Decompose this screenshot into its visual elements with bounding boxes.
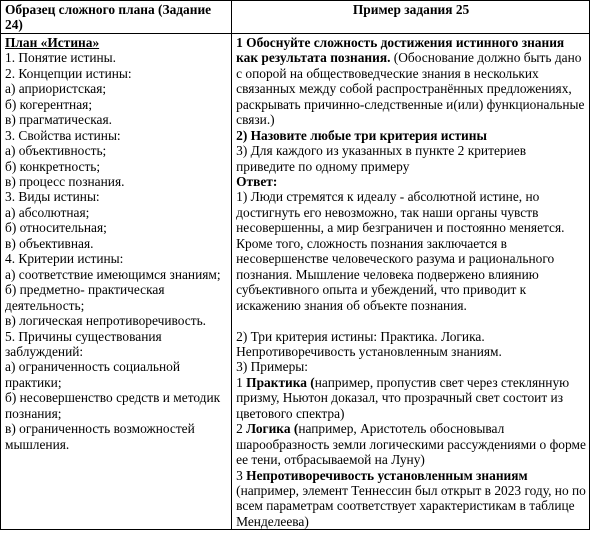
plan-cell: [1, 33, 232, 529]
plan-item: б) предметно- практическая деятельность;: [5, 282, 165, 313]
plan-item: б) когерентная;: [5, 96, 93, 112]
example-2: [236, 421, 586, 467]
plan-item: 3. Свойства истины:: [5, 127, 121, 143]
question-1-title: 1 Обоснуйте сложность достижения истинного знания как результата познания.: [236, 34, 565, 66]
plan-item: а) ограниченность социальной практики;: [5, 359, 181, 390]
question-2: 2) Назовите любые три критерия истины: [236, 127, 487, 143]
plan-item: 5. Причины существования заблуждений:: [5, 328, 162, 359]
plan-item: а) абсолютная;: [5, 204, 90, 220]
answer-label: Ответ:: [236, 173, 278, 189]
example-3-text: (например, элемент Теннессин был открыт в 2023 году, но по всем параметрам соответствует характеристикам в таблице Менделеева): [236, 483, 586, 529]
header-right-text: Пример задания 25: [352, 2, 470, 17]
example-1-number: 1: [236, 374, 247, 390]
plan-item: 1. Понятие истины.: [5, 50, 117, 66]
question-1-note: (Обоснование должно быть дано с опорой на обществоведческие знания в нескольких связанных между собой распространённых предложениях, раскрывать причинно-следственные и(или) функциональные связи.): [236, 50, 585, 128]
example-3: [236, 468, 586, 483]
plan-item: б) несовершенство средств и методик познания;: [5, 390, 221, 421]
header-left-text: Образец сложного плана (Задание 24): [5, 2, 212, 33]
spacer: [236, 313, 586, 328]
plan-item: в) процесс познания.: [5, 173, 125, 189]
answer-1: 1) Люди стремятся к идеалу - абсолютной истине, но достигнуть его невозможно, так наши органы чувств несовершенны, а мир безграничен и постоянно меняется. Кроме того, сложность познания заключается в несовершенстве человеческого разума и рационального познания. Мышление человека подвержено влиянию субъективного опыта и убеждений, что приводит к искажению знания об объекте познания.: [236, 189, 565, 313]
plan-item: б) относительная;: [5, 220, 107, 236]
plan-item: 4. Критерии истины:: [5, 251, 124, 267]
plan-item: б) конкретность;: [5, 158, 101, 174]
plan-item: 3. Виды истины:: [5, 189, 100, 205]
example-3-criterion: Непротиворечивость установленным знаниям: [246, 467, 528, 483]
plan-item: в) прагматическая.: [5, 112, 112, 128]
header-row: [1, 1, 590, 34]
plan-title: План «Истина»: [5, 34, 100, 50]
answer-3: 3) Примеры:: [236, 359, 308, 375]
plan-item: а) априористская;: [5, 81, 107, 97]
content-row: [1, 33, 590, 529]
plan-item: а) соответствие имеющимся знаниям;: [5, 266, 221, 282]
example-2-number: 2: [236, 421, 247, 437]
plan-item: а) объективность;: [5, 143, 107, 159]
example-1-criterion: Практика (: [246, 374, 315, 390]
plan-item: в) объективная.: [5, 235, 94, 251]
answer-2: 2) Три критерия истины: Практика. Логика. Непротиворечивость установленным знаниям.: [236, 328, 502, 359]
plan-item: в) логическая непротиворечивость.: [5, 313, 207, 329]
plan-item: 2. Концепции истины:: [5, 65, 132, 81]
header-left-cell: [1, 1, 232, 34]
example-2-criterion: Логика (: [246, 421, 299, 437]
question-1: [236, 35, 586, 128]
example-1: [236, 375, 586, 421]
example-1-text: например, пропустив свет через стеклянную призму, Ньютон доказал, что прозрачный свет состоит из цветового спектра): [236, 374, 570, 421]
example-2-text: например, Аристотель обосновывал шарообразность земли логическими рассуждениями о форме ее тени, отбрасываемой на Луну): [236, 421, 586, 468]
plan-item: в) ограниченность возможностей мышления.: [5, 421, 195, 452]
task-cell: [232, 33, 590, 529]
example-3-number: 3: [236, 467, 247, 483]
header-right-cell: [232, 1, 590, 34]
question-3: 3) Для каждого из указанных в пункте 2 критериев приведите по одному примеру: [236, 143, 527, 174]
